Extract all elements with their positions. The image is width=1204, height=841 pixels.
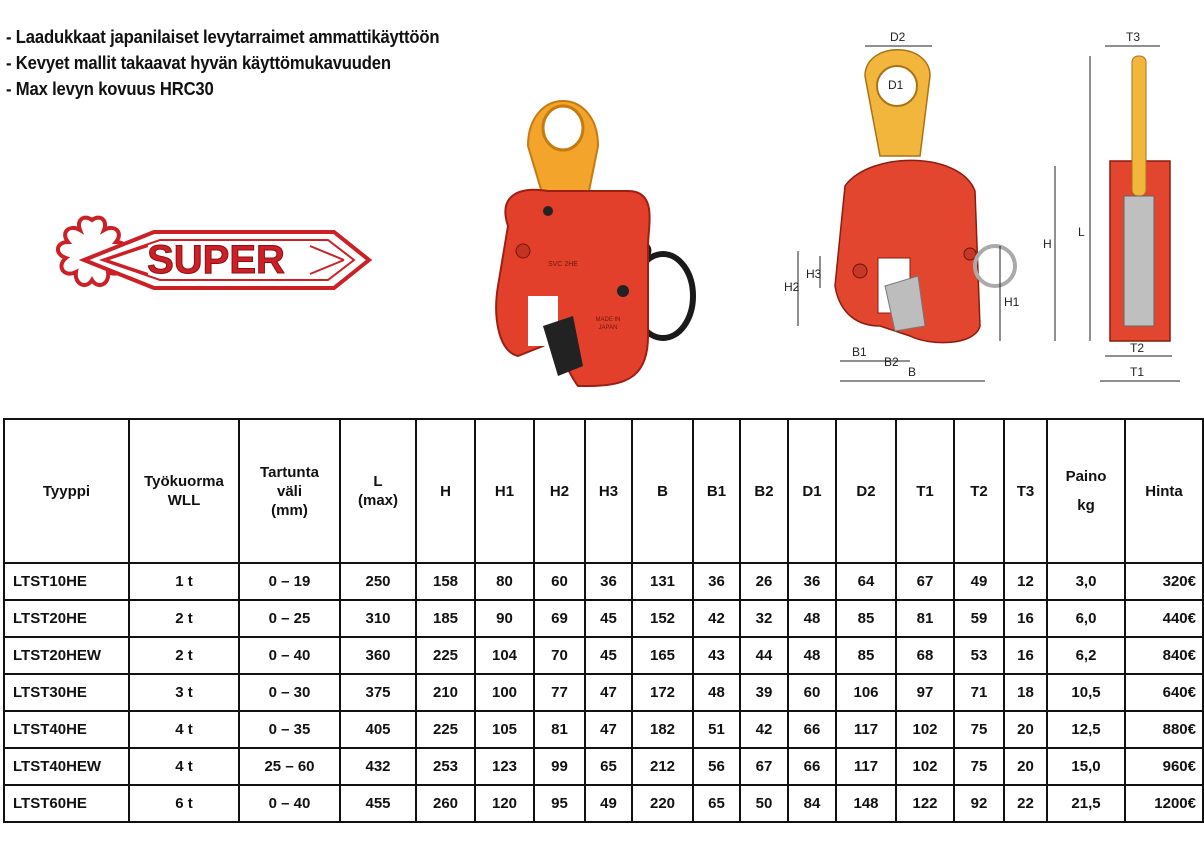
table-row xyxy=(4,637,1203,674)
column-header xyxy=(416,419,475,563)
column-header xyxy=(1047,419,1125,563)
table-cell: 69 xyxy=(534,600,585,637)
column-header-line: Tartunta xyxy=(260,463,319,481)
table-cell: 148 xyxy=(836,785,896,822)
dim-d1-label: D1 xyxy=(888,78,904,92)
table-cell: 80 xyxy=(475,563,534,600)
table-cell: 47 xyxy=(585,711,632,748)
table-cell: 158 xyxy=(416,563,475,600)
table-cell: 360 xyxy=(340,637,416,674)
table-cell: 6,0 xyxy=(1047,600,1125,637)
table-cell: 70 xyxy=(534,637,585,674)
table-cell: 22 xyxy=(1004,785,1047,822)
column-header xyxy=(129,419,239,563)
table-cell: 250 xyxy=(340,563,416,600)
table-cell: 16 xyxy=(1004,600,1047,637)
table-cell: 0 – 40 xyxy=(239,785,340,822)
column-header xyxy=(239,419,340,563)
table-cell: 15,0 xyxy=(1047,748,1125,785)
table-cell: 81 xyxy=(896,600,954,637)
table-row xyxy=(4,674,1203,711)
table-cell: 56 xyxy=(693,748,740,785)
table-cell: LTST20HEW xyxy=(4,637,129,674)
table-cell: 64 xyxy=(836,563,896,600)
table-cell: 6,2 xyxy=(1047,637,1125,674)
table-cell: 2 t xyxy=(129,600,239,637)
table-cell: 172 xyxy=(632,674,693,711)
table-cell: 36 xyxy=(693,563,740,600)
table-cell: 42 xyxy=(693,600,740,637)
dim-t2-label: T2 xyxy=(1130,341,1145,355)
table-cell: 43 xyxy=(693,637,740,674)
feature-line-3: - Max levyn kovuus HRC30 xyxy=(6,78,214,99)
table-cell: 102 xyxy=(896,711,954,748)
dim-t3-label: T3 xyxy=(1126,30,1141,44)
photo-stamp-1: SVC 2HE xyxy=(548,261,578,268)
column-header-line: Paino xyxy=(1065,468,1107,485)
column-header xyxy=(632,419,693,563)
table-cell: 253 xyxy=(416,748,475,785)
column-header xyxy=(954,419,1004,563)
table-cell: 210 xyxy=(416,674,475,711)
table-cell: 53 xyxy=(954,637,1004,674)
column-header-line: T1 xyxy=(916,482,934,500)
table-cell: 26 xyxy=(740,563,788,600)
table-cell: 60 xyxy=(534,563,585,600)
table-cell: 66 xyxy=(788,711,836,748)
table-cell: 16 xyxy=(1004,637,1047,674)
table-cell: 75 xyxy=(954,711,1004,748)
table-cell: 1200€ xyxy=(1125,785,1203,822)
table-row xyxy=(4,785,1203,822)
table-cell: 59 xyxy=(954,600,1004,637)
column-header xyxy=(475,419,534,563)
table-cell: 320€ xyxy=(1125,563,1203,600)
column-header xyxy=(340,419,416,563)
table-cell: 48 xyxy=(693,674,740,711)
table-cell: 49 xyxy=(585,785,632,822)
table-cell: LTST20HE xyxy=(4,600,129,637)
column-header-line: T3 xyxy=(1016,482,1035,500)
column-header-line: D2 xyxy=(856,482,876,500)
table-cell: 840€ xyxy=(1125,637,1203,674)
table-cell: 20 xyxy=(1004,711,1047,748)
column-header xyxy=(1004,419,1047,563)
feature-list xyxy=(6,24,488,102)
table-cell: 12,5 xyxy=(1047,711,1125,748)
table-cell: 131 xyxy=(632,563,693,600)
feature-line-2: - Kevyet mallit takaavat hyvän käyttömukavuuden xyxy=(6,52,391,73)
column-header-line: L xyxy=(373,473,383,490)
table-cell: 440€ xyxy=(1125,600,1203,637)
table-cell: 102 xyxy=(896,748,954,785)
column-header-line: Tyyppi xyxy=(42,482,91,500)
table-cell: 0 – 19 xyxy=(239,563,340,600)
table-cell: 39 xyxy=(740,674,788,711)
table-row xyxy=(4,563,1203,600)
table-cell: 120 xyxy=(475,785,534,822)
dim-h1-label: H1 xyxy=(1004,295,1020,309)
table-cell: 97 xyxy=(896,674,954,711)
column-header-line: B1 xyxy=(706,482,727,500)
dim-b1-label: B1 xyxy=(852,345,867,359)
table-cell: 36 xyxy=(585,563,632,600)
table-cell: 3 t xyxy=(129,674,239,711)
table-cell: 1 t xyxy=(129,563,239,600)
table-cell: 122 xyxy=(896,785,954,822)
column-header xyxy=(1125,419,1203,563)
table-cell: 77 xyxy=(534,674,585,711)
table-cell: 85 xyxy=(836,600,896,637)
table-header-row xyxy=(4,419,1203,563)
table-cell: 165 xyxy=(632,637,693,674)
table-cell: 90 xyxy=(475,600,534,637)
table-cell: 85 xyxy=(836,637,896,674)
logo-text: SUPER xyxy=(147,238,285,282)
column-header-line: WLL xyxy=(167,492,201,509)
column-header-line: kg xyxy=(1077,497,1095,514)
column-header-line: H2 xyxy=(549,482,570,500)
dim-b-label: B xyxy=(908,365,917,379)
table-cell: 6 t xyxy=(129,785,239,822)
table-cell: 640€ xyxy=(1125,674,1203,711)
photo-stamp-3: JAPAN xyxy=(598,325,618,331)
table-cell: 95 xyxy=(534,785,585,822)
super-logo xyxy=(44,210,374,310)
feature-line-1: - Laadukkaat japanilaiset levytarraimet ammattikäyttöön xyxy=(6,26,440,47)
table-cell: 375 xyxy=(340,674,416,711)
table-cell: 123 xyxy=(475,748,534,785)
table-cell: 81 xyxy=(534,711,585,748)
table-cell: 117 xyxy=(836,711,896,748)
table-cell: 152 xyxy=(632,600,693,637)
column-header-line: T2 xyxy=(970,482,988,500)
table-cell: 0 – 40 xyxy=(239,637,340,674)
table-cell: 36 xyxy=(788,563,836,600)
table-cell: 0 – 35 xyxy=(239,711,340,748)
table-cell: 212 xyxy=(632,748,693,785)
column-header-line: Työkuorma xyxy=(144,473,224,490)
table-cell: 4 t xyxy=(129,748,239,785)
table-cell: 48 xyxy=(788,637,836,674)
table-row xyxy=(4,600,1203,637)
table-cell: LTST10HE xyxy=(4,563,129,600)
table-cell: 67 xyxy=(740,748,788,785)
table-cell: 10,5 xyxy=(1047,674,1125,711)
table-row xyxy=(4,711,1203,748)
column-header-line: (mm) xyxy=(271,501,308,519)
table-cell: 12 xyxy=(1004,563,1047,600)
table-cell: 45 xyxy=(585,637,632,674)
table-cell: 51 xyxy=(693,711,740,748)
column-header-line: Hinta xyxy=(1145,482,1183,500)
table-cell: 20 xyxy=(1004,748,1047,785)
table-cell: 0 – 30 xyxy=(239,674,340,711)
table-cell: 182 xyxy=(632,711,693,748)
column-header xyxy=(693,419,740,563)
table-cell: 50 xyxy=(740,785,788,822)
table-cell: 92 xyxy=(954,785,1004,822)
dim-h3-label: H3 xyxy=(806,267,822,281)
table-cell: 71 xyxy=(954,674,1004,711)
dim-h-label: H xyxy=(1043,237,1052,251)
table-row xyxy=(4,748,1203,785)
photo-stamp-2: MADE IN xyxy=(595,317,621,323)
table-cell: 32 xyxy=(740,600,788,637)
column-header-line: B xyxy=(657,482,668,500)
table-cell: 100 xyxy=(475,674,534,711)
table-cell: 880€ xyxy=(1125,711,1203,748)
spec-table xyxy=(3,418,1204,823)
dim-t1-label: T1 xyxy=(1130,365,1145,379)
table-cell: 21,5 xyxy=(1047,785,1125,822)
table-cell: 99 xyxy=(534,748,585,785)
column-header-line: H1 xyxy=(494,482,515,500)
table-cell: 260 xyxy=(416,785,475,822)
table-cell: 960€ xyxy=(1125,748,1203,785)
column-header xyxy=(740,419,788,563)
dimension-diagram xyxy=(760,26,1200,396)
table-cell: 220 xyxy=(632,785,693,822)
table-body xyxy=(4,563,1203,822)
table-cell: 4 t xyxy=(129,711,239,748)
column-header-line: H3 xyxy=(598,482,619,500)
table-cell: 84 xyxy=(788,785,836,822)
table-cell: 225 xyxy=(416,711,475,748)
table-cell: 47 xyxy=(585,674,632,711)
table-cell: 42 xyxy=(740,711,788,748)
product-photo xyxy=(488,86,718,396)
table-cell: 75 xyxy=(954,748,1004,785)
column-header xyxy=(534,419,585,563)
table-cell: 18 xyxy=(1004,674,1047,711)
table-cell: LTST60HE xyxy=(4,785,129,822)
dim-d2-label: D2 xyxy=(890,30,906,44)
table-cell: 44 xyxy=(740,637,788,674)
table-cell: 65 xyxy=(693,785,740,822)
dim-l-label: L xyxy=(1078,225,1085,239)
table-cell: 3,0 xyxy=(1047,563,1125,600)
table-cell: 405 xyxy=(340,711,416,748)
column-header-line: B2 xyxy=(754,482,774,500)
column-header-line: H xyxy=(440,482,451,500)
table-cell: 60 xyxy=(788,674,836,711)
table-cell: 225 xyxy=(416,637,475,674)
table-cell: 66 xyxy=(788,748,836,785)
table-cell: 48 xyxy=(788,600,836,637)
table-cell: LTST40HE xyxy=(4,711,129,748)
table-cell: 2 t xyxy=(129,637,239,674)
column-header xyxy=(788,419,836,563)
column-header xyxy=(585,419,632,563)
column-header-line: D1 xyxy=(802,482,822,500)
table-cell: 432 xyxy=(340,748,416,785)
table-cell: 25 – 60 xyxy=(239,748,340,785)
column-header xyxy=(896,419,954,563)
table-cell: 105 xyxy=(475,711,534,748)
table-cell: LTST30HE xyxy=(4,674,129,711)
dim-h2-label: H2 xyxy=(784,280,800,294)
table-cell: 106 xyxy=(836,674,896,711)
table-cell: 0 – 25 xyxy=(239,600,340,637)
column-header-line: (max) xyxy=(357,492,398,509)
column-header xyxy=(836,419,896,563)
table-cell: 455 xyxy=(340,785,416,822)
column-header xyxy=(4,419,129,563)
table-cell: 49 xyxy=(954,563,1004,600)
column-header-line: väli xyxy=(276,482,303,500)
table-cell: 67 xyxy=(896,563,954,600)
table-cell: 310 xyxy=(340,600,416,637)
table-cell: LTST40HEW xyxy=(4,748,129,785)
table-cell: 117 xyxy=(836,748,896,785)
table-cell: 45 xyxy=(585,600,632,637)
dim-b2-label: B2 xyxy=(884,355,899,369)
table-cell: 65 xyxy=(585,748,632,785)
table-cell: 68 xyxy=(896,637,954,674)
table-cell: 185 xyxy=(416,600,475,637)
table-cell: 104 xyxy=(475,637,534,674)
